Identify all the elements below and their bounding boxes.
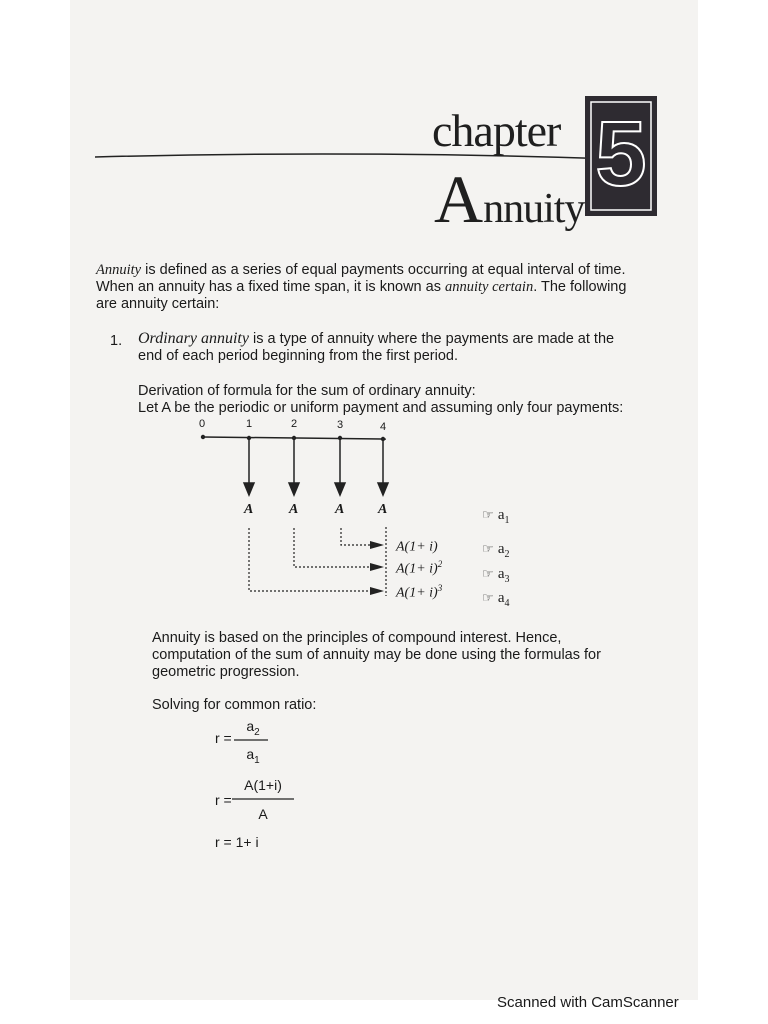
payment-arrows <box>244 440 388 495</box>
term-annuity: Annuity <box>96 262 142 278</box>
annuity-timeline-diagram <box>70 0 698 620</box>
term-row-3: ☞ $a_3$ <box>482 566 510 585</box>
tick-label-4: 4 <box>380 421 387 433</box>
tick-label-1: 1 <box>246 418 253 430</box>
hand-pointer-icon: ☞ <box>482 566 494 581</box>
eq1-denominator: $a_1$ <box>246 746 260 766</box>
eq3: r = 1+ i <box>215 834 259 850</box>
term-row-1: ☞ $a_1$ <box>482 507 510 526</box>
item-line-2: end of each period beginning from the first period. <box>138 348 459 364</box>
hand-pointer-icon: ☞ <box>482 590 494 605</box>
compound-arrowheads <box>370 541 384 595</box>
hand-pointer-icon: ☞ <box>482 541 494 556</box>
compound-dotted-lines <box>249 527 386 596</box>
tick-label-0: 0 <box>199 418 206 430</box>
compound-label-2: $A(1+ i)^2$ <box>396 559 443 577</box>
eq2-fraction-bar <box>232 797 296 801</box>
chapter-title-initial: A <box>434 161 484 237</box>
eq1-numerator: $a_2$ <box>246 718 260 738</box>
compound-label-1: A(1+ i) <box>396 539 438 555</box>
payment-label-2: A <box>289 502 299 517</box>
eq2-lhs: r = <box>215 792 232 808</box>
document-page <box>70 0 698 1000</box>
intro-line-1: Annuity is defined as a series of equal payments occurring at equal interval of time. <box>96 262 626 278</box>
item-line-1: Ordinary annuity is a type of annuity where the payments are made at the <box>138 330 615 347</box>
compound-label-3: $A(1+ i)^3$ <box>396 583 443 601</box>
chapter-title-rest: nnuity <box>483 186 585 232</box>
eq2-numerator: A(1+i) <box>244 777 282 793</box>
derivation-line-1: Derivation of formula for the sum of ordinary annuity: <box>138 383 476 399</box>
ratio-heading: Solving for common ratio: <box>152 697 317 713</box>
term-annuity-certain: annuity certain <box>445 279 534 295</box>
payment-label-1: A <box>244 502 254 517</box>
chapter-number: 5 <box>595 103 647 205</box>
eq2-denominator: A <box>258 806 268 822</box>
term-row-4: ☞ $a_4$ <box>482 590 510 609</box>
chapter-word: chapter <box>432 105 561 156</box>
intro-line-2: When an annuity has a fixed time span, it is known as annuity certain. The following <box>96 279 627 295</box>
payment-label-4: A <box>378 502 388 517</box>
derivation-line-2: Let A be the periodic or uniform payment and assuming only four payments: <box>138 400 624 416</box>
item-number: 1. <box>110 333 123 349</box>
term-row-2: ☞ $a_2$ <box>482 541 510 560</box>
hand-pointer-icon: ☞ <box>482 507 494 522</box>
term-ordinary-annuity: Ordinary annuity <box>138 330 249 347</box>
principle-paragraph: Annuity is based on the principles of compound interest. Hence, computation of the sum of annuity may be done using the formulas for geometric progression. <box>152 630 601 680</box>
eq1-lhs: r = <box>215 730 232 746</box>
eq1-fraction-bar <box>234 738 270 742</box>
tick-label-2: 2 <box>291 418 298 430</box>
intro-line-3: are annuity certain: <box>96 296 220 312</box>
payment-label-3: A <box>335 502 345 517</box>
scanner-watermark: Scanned with CamScanner <box>497 994 679 1011</box>
tick-label-3: 3 <box>337 419 344 431</box>
